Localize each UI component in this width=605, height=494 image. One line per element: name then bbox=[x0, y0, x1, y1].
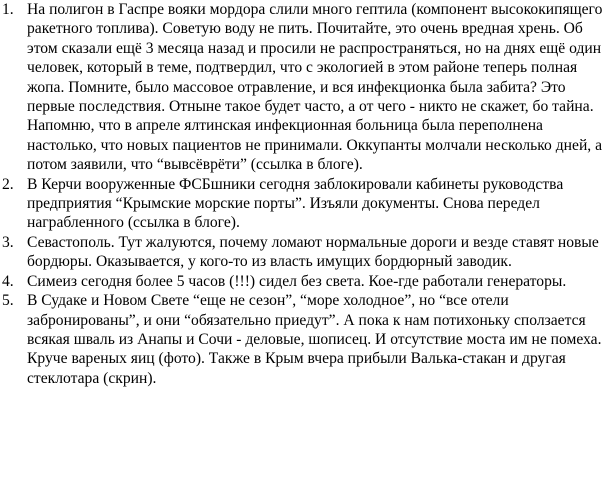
list-item-text: Симеиз сегодня более 5 часов (!!!) сидел без света. Кое-где работали генераторы. bbox=[27, 272, 567, 290]
list-item-number: 3. bbox=[2, 233, 14, 251]
list-item-number: 1. bbox=[2, 1, 14, 18]
list-item-text: В Судаке и Новом Свете “еще не сезон”, “море холодное”, но “все отели забронированы”, и они “обязательно приедут”. А пока к нам потихоньку сползается всякая шваль из Анапы и Сочи - деловые, шописец. И отсутствие моста им не помеха. Круче вареных яиц (фото). Также в Крым вчера прибыли Валька-стакан и другая стеклотара (скрин). bbox=[27, 292, 602, 387]
list-item-text: Севастополь. Тут жалуются, почему ломают нормальные дороги и везде ставят новые бордюры. Оказывается, у кого-то из власть имущих бордюрный заводик. bbox=[27, 233, 599, 271]
list-item-2 bbox=[0, 175, 605, 233]
list-item-3 bbox=[0, 233, 605, 272]
list-item-text: На полигон в Гаспре вояки мордора слили много гептила (компонент высококипящего ракетного топлива). Советую воду не пить. Почитайте, это очень вредная хрень. Об этом сказали ещё 3 месяца назад и просили не распространяться, но на днях ещё один человек, который в теме, подтвердил, что с экологией в этом районе теперь полная жопа. Помните, было массовое отравление, и вся инфекционка была забита? Это первые последствия. Отныне такое будет часто, а от чего - никто не скажет, бо тайна. Напомню, что в апреле ялтинская инфекционная больница была переполнена настолько, что новых пациентов не принимали. Оккупанты молчали несколько дней, а потом заявили, что “вывсёврёти” (ссылка в блоге). bbox=[27, 1, 603, 174]
list-item-4 bbox=[0, 272, 605, 291]
list-item-1 bbox=[0, 0, 605, 175]
list-item-number: 4. bbox=[2, 272, 14, 290]
list-item-number: 5. bbox=[2, 292, 14, 310]
list-item-5 bbox=[0, 291, 605, 388]
list-item-text: В Керчи вооруженные ФСБшники сегодня заблокировали кабинеты руководства предприятия “Крымские морские порты”. Изъяли документы. Снова передел награбленного (ссылка в блоге). bbox=[27, 175, 564, 232]
list-item-number: 2. bbox=[2, 175, 14, 193]
